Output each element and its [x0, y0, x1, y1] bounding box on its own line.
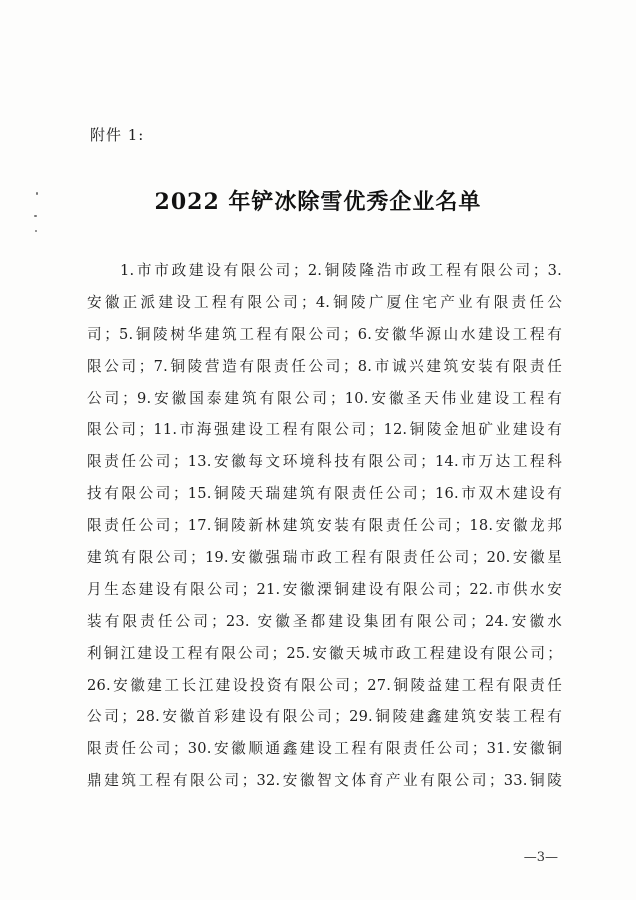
body-line: 26.安徽建工长江建设投资有限公司；27.铜陵益建工程有限责任 [87, 676, 562, 694]
body-line: 限责任公司；30.安徽顺通鑫建设工程有限责任公司；31.安徽铜 [87, 740, 562, 758]
body-line: 装有限责任公司；23. 安徽圣都建设集团有限公司；24.安徽水 [87, 612, 562, 630]
body-line: 公司；28.安徽首彩建设有限公司；29.铜陵建鑫建筑安装工程有 [87, 708, 562, 726]
company-list-body [87, 255, 562, 797]
body-line: 利铜江建设工程有限公司；25.安徽天城市政工程建设有限公司； [87, 644, 562, 662]
attachment-label: 附件 1: [90, 126, 145, 144]
body-line: 技有限公司；15.铜陵天瑞建筑有限责任公司；16.市双木建设有 [87, 485, 562, 503]
body-line: 鼎建筑工程有限公司；32.安徽智文体育产业有限公司；33.铜陵 [87, 772, 562, 790]
body-line: 月生态建设有限公司；21.安徽溧铜建设有限公司；22.市供水安 [87, 580, 562, 598]
body-line: 公司；9.安徽国泰建筑有限公司；10.安徽圣天伟业建设工程有 [87, 389, 562, 407]
scan-mark [35, 230, 37, 232]
page-number: —3— [523, 850, 558, 865]
body-line: 1.市市政建设有限公司；2.铜陵隆浩市政工程有限公司；3. [120, 262, 562, 279]
body-line: 限公司；11.市海强建设工程有限公司；12.铜陵金旭矿业建设有 [87, 421, 562, 439]
body-line: 建筑有限公司；19.安徽强瑞市政工程有限责任公司；20.安徽星 [87, 549, 562, 567]
body-line: 限公司；7.铜陵营造有限责任公司；8.市诚兴建筑安装有限责任 [87, 357, 562, 375]
body-line: 限责任公司；13.安徽每文环境科技有限公司；14.市万达工程科 [87, 453, 562, 471]
body-line: 安徽正派建设工程有限公司；4.铜陵广厦住宅产业有限责任公 [87, 293, 562, 311]
body-line: 司；5.铜陵树华建筑工程有限公司；6.安徽华源山水建设工程有 [87, 325, 562, 343]
body-line: 限责任公司；17.铜陵新林建筑安装有限责任公司；18.安徽龙邦 [87, 517, 562, 535]
page-title: 2022 年铲冰除雪优秀企业名单 [154, 189, 482, 215]
